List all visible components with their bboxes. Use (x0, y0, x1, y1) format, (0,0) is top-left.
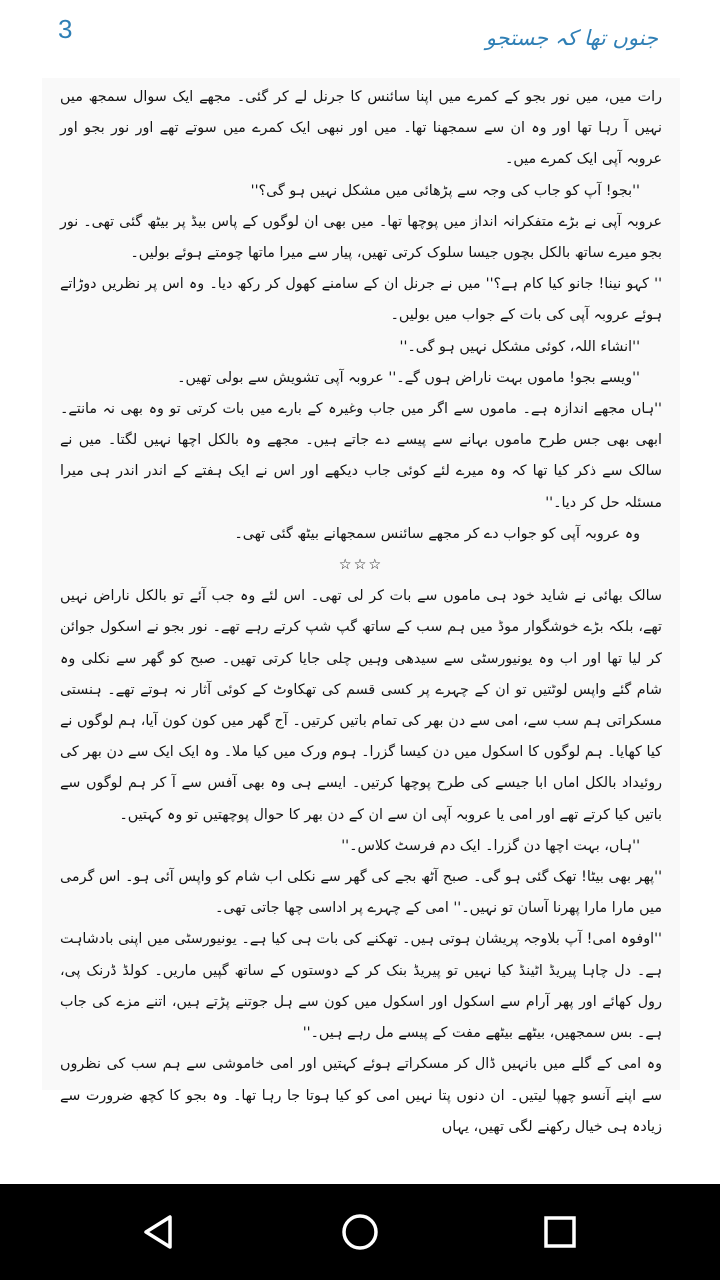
paragraph: رات میں، میں نور بجو کے کمرے میں اپنا سائنس کا جرنل لے کر گئی۔ مجھے ایک سوال سمجھ میں نہیں آ رہا تھا اور وہ ان سے سمجھنا تھا۔ میں اور نبھی ایک کمرے میں سوتے تھے اور نور بجو اور عروبہ آپی ایک کمرے میں۔ (60, 89, 662, 168)
paragraph: ''ویسے بجو! ماموں بہت ناراض ہوں گے۔'' عروبہ آپی تشویش سے بولی تھیں۔ (177, 369, 640, 386)
paragraph: سالک بھائی نے شاید خود ہی ماموں سے بات کر لی تھی۔ اس لئے وہ جب آئے تو بالکل ناراض نہیں تھے، بلکہ بڑے خوشگوار موڈ میں ہم سب کے ساتھ گپ شپ کرتے رہے تھے۔ نور بجو نے اسکول جوائن کر لیا تھا اور اب وہ یونیورسٹی سے سیدھی وہیں چلی جایا کرتی تھیں۔ صبح کو گھر سے نکلی وہ شام گئے واپس لوٹتیں تو ان کے چہرے پر کسی قسم کی تھکاوٹ کے کوئی آثار نہ ہوتے تھے۔ ہنستی مسکراتی ہم سب سے، امی سے دن بھر کی تمام باتیں کرتیں۔ آج گھر میں کون کون آیا، ہم لوگوں نے کیا کھایا۔ ہم لوگوں کا اسکول میں دن کیسا گزرا۔ ہوم ورک میں کیا ملا۔ وہ ایک ایک سے دن بھر کی روئیداد بالکل اماں ابا جیسے کی طرح پوچھا کرتیں۔ ایسے ہی وہ بھی آفس سے آ کر ہم لوگوں سے باتیں کیا کرتے تھے اور امی یا عروبہ آپی ان سے ان کے دن بھر کا حوال پوچھتیں تو وہ کہتیں۔ (60, 588, 662, 823)
page-number: 3 (58, 14, 73, 44)
paragraph: وہ امی کے گلے میں بانہیں ڈال کر مسکراتے ہوئے کہتیں اور امی خاموشی سے ہم سب کی نظروں سے اپنے آنسو چھپا لیتیں۔ ان دنوں پتا نہیں امی کو کیا ہوتا جا رہا تھا۔ وہ بجو کا کچھ ضرورت سے زیادہ ہی خیال رکھنے لگی تھیں، یہاں (60, 1056, 662, 1135)
recents-button[interactable] (536, 1208, 584, 1256)
paragraph: ''اوفوہ امی! آپ بلاوجہ پریشان ہوتی ہیں۔ تھکنے کی بات ہی کیا ہے۔ یونیورسٹی میں اپنی بادشاہت ہے۔ دل چاہا پیریڈ اٹینڈ کیا نہیں تو پیریڈ بنک کر کے دوستوں کے ساتھ گپیں ماریں۔ کولڈ ڈرنک پی، رول کھائے اور پھر آرام سے اسکول اور اسکول میں کون سے ہل جوتنے پڑتے ہیں، اتنے مزے کی جاب ہے۔ بس سمجھیں، بیٹھے بیٹھے مفت کے پیسے مل رہے ہیں۔'' (60, 931, 662, 1042)
paragraph: عروبہ آپی نے بڑے متفکرانہ انداز میں پوچھا تھا۔ میں بھی ان لوگوں کے پاس بیڈ پر بیٹھ گئی تھی۔ نور بجو میرے ساتھ بالکل بچوں جیسا سلوک کرتی تھیں، پیار سے میرا ماتھا چومتے ہوئے بولیں۔ (60, 213, 662, 262)
paragraph: ''ہاں مجھے اندازہ ہے۔ ماموں سے اگر میں جاب وغیرہ کے بارے میں بات کرتی تو وہ بھی نہ مانتے۔ ابھی بھی جس طرح ماموں بہانے سے پیسے دے جاتے ہیں۔ مجھے وہ بالکل اچھا نہیں لگتا۔ میں نے سالک سے ذکر کیا تھا کہ وہ میرے لئے کوئی جاب دیکھے اور اس نے ایک ہفتے کے اندر اندر ہی میرا مسئلہ حل کر دیا۔'' (60, 401, 662, 511)
paragraph: وہ عروبہ آپی کو جواب دے کر مجھے سائنس سمجھانے بیٹھ گئی تھی۔ (234, 525, 640, 542)
section-separator: ☆☆☆ (338, 557, 384, 574)
paragraph: '' کہو نینا! جانو کیا کام ہے؟'' میں نے جرنل ان کے سامنے کھول کر رکھ دیا۔ وہ اس پر نظریں دوڑاتے ہوئے عروبہ آپی کی بات کے جواب میں بولیں۔ (60, 276, 662, 324)
book-title: جنوں تھا کہ جستجو (485, 26, 658, 50)
home-button[interactable] (336, 1208, 384, 1256)
paragraph: ''پھر بھی بیٹا! تھک گئی ہو گی۔ صبح آٹھ بجے کی گھر سے نکلی اب شام کو واپس آئی ہو۔ اس گرمی میں مارا مارا پھرنا آسان تو نہیں۔'' امی کے چہرے پر اداسی چھا جاتی تھی۔ (60, 869, 662, 917)
page-text (42, 78, 680, 1143)
paragraph: ''انشاء اللہ، کوئی مشکل نہیں ہو گی۔'' (399, 338, 640, 355)
home-circle-icon (340, 1212, 380, 1252)
paragraph: ''ہاں، بہت اچھا دن گزرا۔ ایک دم فرسٹ کلاس۔'' (341, 837, 640, 854)
recents-square-icon (540, 1212, 580, 1252)
paragraph: ''بجو! آپ کو جاب کی وجہ سے پڑھائی میں مشکل نہیں ہو گی؟'' (250, 182, 640, 199)
scanned-page (42, 78, 680, 1135)
back-triangle-icon (140, 1212, 180, 1252)
navigation-bar (0, 1184, 720, 1280)
back-button[interactable] (136, 1208, 184, 1256)
